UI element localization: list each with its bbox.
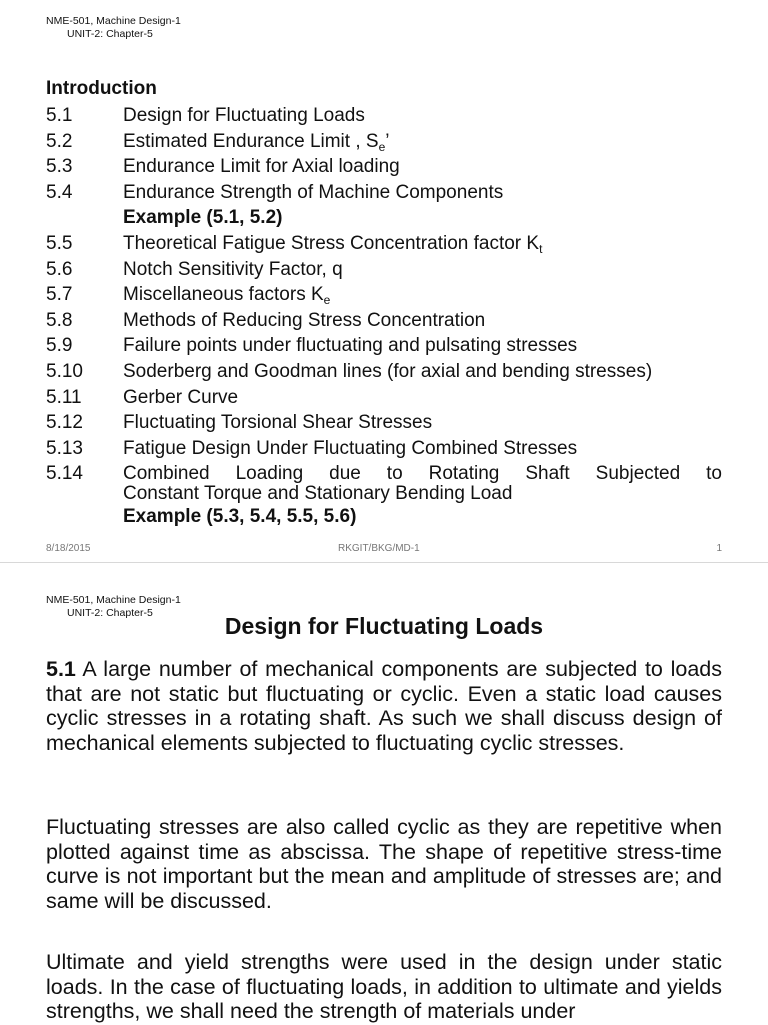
toc-title-text: Miscellaneous factors K [123,284,324,306]
introduction-heading: Introduction [46,78,157,99]
subscript: e [323,293,331,308]
word: Shaft [525,463,570,485]
paragraph-3: Ultimate and yield strengths were used in the design under static loads. In the case of fluctuating loads, in addition to ultimate and yields strengths, we shall need the strength of materials under [46,950,722,1023]
toc-row-5-6 [46,257,722,283]
paragraph-2: Fluctuating stresses are also called cyclic as they are repetitive when plotted against time as abscissa. The shape of repetitive stress-time curve is not important but the mean and amplitude of stresses are; and same will be discussed. [46,815,722,913]
toc-title-text: Theoretical Fatigue Stress Concentration factor K [123,232,540,254]
toc-number: 5.11 [46,386,82,408]
toc-row-5-13 [46,436,722,462]
section-number: 5.1 [46,657,76,681]
prime-mark: ’ [385,130,390,152]
toc-row-5-10 [46,359,722,385]
toc-title: Gerber Curve [123,386,239,408]
toc-row-5-5 [46,231,722,257]
toc-number: 5.3 [46,156,73,178]
word: Combined [123,463,210,485]
toc-row-5-14 [46,461,722,504]
toc-number: 5.12 [46,412,83,434]
toc-number: 5.2 [46,130,73,152]
toc-row-5-12 [46,410,722,436]
toc-number: 5.13 [46,437,83,459]
toc-title: Soderberg and Goodman lines (for axial and bending stresses) [123,360,653,382]
word: Subjected [595,463,681,485]
footer-page-number: 1 [716,543,722,554]
word: due [329,463,361,485]
toc-title: Endurance Limit for Axial loading [123,156,400,178]
subscript: e [378,139,386,154]
toc-row-5-3 [46,154,722,180]
toc-title-line-2: Constant Torque and Stationary Bending Load [123,483,513,505]
toc-row-5-7 [46,282,722,308]
toc-number: 5.6 [46,258,73,280]
toc-number: 5.5 [46,232,73,254]
word: to [706,463,722,485]
slide-title: Design for Fluctuating Loads [224,613,544,639]
toc-example: Example (5.1, 5.2) [123,207,283,229]
footer-date: 8/18/2015 [46,543,91,554]
toc-title [123,464,722,504]
toc-number: 5.14 [46,463,83,485]
toc-title [123,231,722,257]
unit-label: UNIT-2: Chapter-5 [67,607,153,619]
toc-row-5-1 [46,103,722,129]
toc-number: 5.8 [46,309,73,331]
toc-row-5-8 [46,308,722,334]
toc-example-row [46,205,722,231]
toc-number [46,504,123,530]
toc-title: Failure points under fluctuating and pulsating stresses [123,335,578,357]
toc-number: 5.1 [46,105,73,126]
slide-header [46,15,181,41]
toc-example: Example (5.3, 5.4, 5.5, 5.6) [123,506,357,528]
toc-example-row [46,504,722,530]
toc-number [46,205,123,231]
toc-title [123,282,722,308]
toc-row-5-4 [46,180,722,206]
table-of-contents [46,103,722,530]
toc-title: Fluctuating Torsional Shear Stresses [123,412,433,434]
toc-row-5-9 [46,333,722,359]
toc-title-text: Estimated Endurance Limit , S [123,130,379,152]
paragraph-text: A large number of mechanical components are subjected to loads that are not static but fluctuating or cyclic. Even a static load causes cyclic stresses in a rotating shaft. As such we shall discuss design of mechanical elements subjected to fluctuating cyclic stresses. [46,657,722,755]
toc-title: Design for Fluctuating Loads [123,105,365,126]
toc-number: 5.4 [46,181,73,203]
toc-number: 5.7 [46,284,73,306]
course-label: NME-501, Machine Design-1 [46,594,181,606]
footer-code: RKGIT/BKG/MD-1 [338,543,420,554]
toc-row-5-11 [46,385,722,411]
paragraph-1 [46,657,722,755]
toc-row-5-2 [46,129,722,155]
unit-label: UNIT-2: Chapter-5 [67,28,153,40]
word: to [386,463,403,485]
toc-title: Methods of Reducing Stress Concentration [123,309,486,331]
toc-title: Endurance Strength of Machine Components [123,181,504,203]
course-label: NME-501, Machine Design-1 [46,15,181,27]
word: Loading [235,463,304,485]
toc-number: 5.10 [46,360,83,382]
toc-title-line-1 [123,464,722,484]
toc-title [123,129,722,155]
toc-title: Fatigue Design Under Fluctuating Combined Stresses [123,437,578,459]
word: Rotating [428,463,500,485]
slide-2 [0,562,768,1025]
toc-title: Notch Sensitivity Factor, q [123,258,343,280]
toc-number: 5.9 [46,335,73,357]
subscript: t [539,241,543,256]
